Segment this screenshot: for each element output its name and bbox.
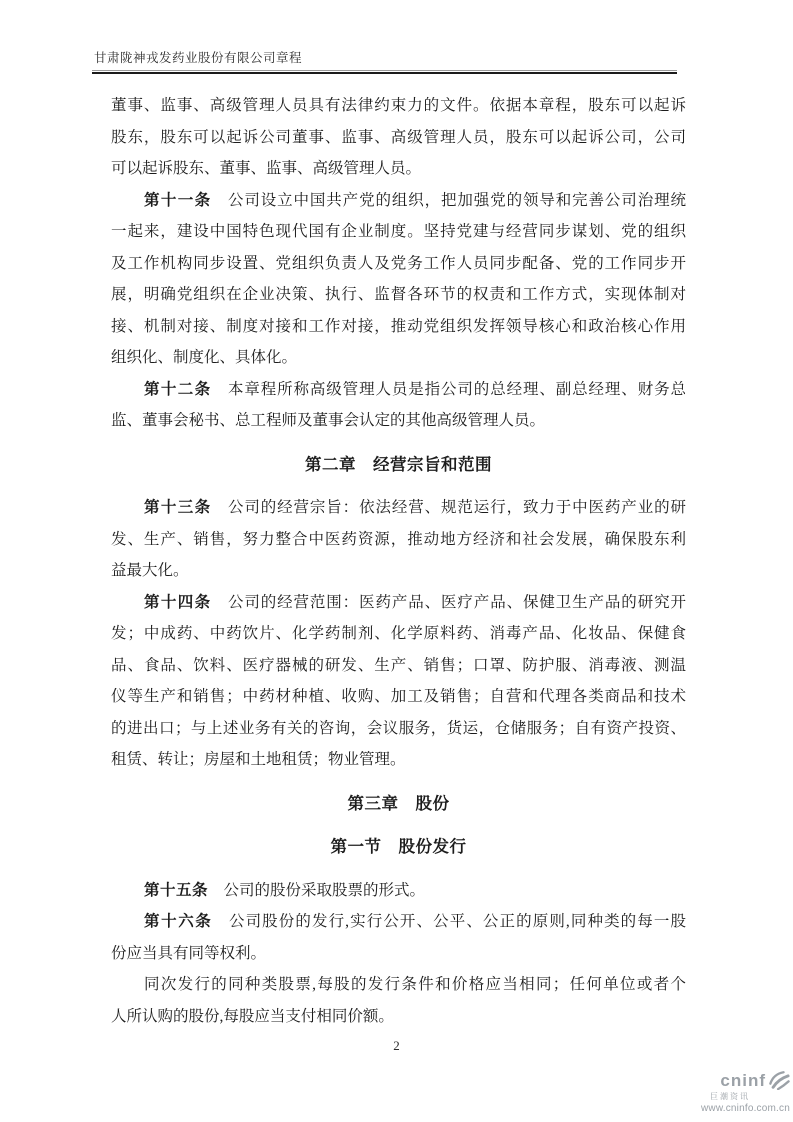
article-number: 第十四条 [144,593,212,611]
chapter-heading: 第二章 经营宗旨和范围 [305,454,492,474]
cninfo-logo [701,1070,790,1114]
text-line: 同次发行的同种类股票,每股的发行条件和价格应当相同；任何单位或者个 [144,976,686,993]
text-line: 份应当具有同等权利。 [111,944,267,962]
cninfo-chinese-name: 巨潮资讯 [710,1092,750,1101]
text-line: 品、食品、饮料、医疗器械的研发、生产、销售；口罩、防护服、消毒液、测温 [111,656,686,674]
cninfo-brand-text: cninf [720,1070,766,1090]
article-number: 第十二条 [144,380,212,398]
cninfo-url-text: www.cninfo.com.cn [701,1103,790,1114]
cninfo-swirl-icon [768,1070,790,1090]
paragraph [111,587,686,776]
paragraph [111,875,686,907]
page-number: 2 [393,1038,400,1053]
text-line: 第十四条 公司的经营范围：医药产品、医疗产品、保健卫生产品的研究开 [144,593,686,611]
article-number: 第十五条 [144,881,209,899]
text-line: 的进出口；与上述业务有关的咨询，会议服务，货运，仓储服务；自有资产投资、 [111,719,686,737]
text-line: 租赁、转让；房屋和土地租赁；物业管理。 [111,751,406,768]
paragraph [111,906,686,969]
header-rule [92,70,677,74]
text-line: 一起来，建设中国特色现代国有企业制度。坚持党建与经营同步谋划、党的组织 [111,223,686,240]
header-title: 甘肃陇神戎发药业股份有限公司章程 [94,51,303,65]
text-line: 仪等生产和销售；中药材种植、收购、加工及销售；自营和代理各类商品和技术 [111,688,686,705]
text-line: 发、生产、销售，努力整合中医药资源，推动地方经济和社会发展，确保股东利 [111,530,686,548]
text-line: 第十二条 本章程所称高级管理人员是指公司的总经理、副总经理、财务总 [144,380,686,398]
text-line: 人所认购的股份,每股应当支付相同价额。 [111,1007,394,1025]
article-number: 第十三条 [144,499,212,516]
text-line: 股东，股东可以起诉公司董事、监事、高级管理人员，股东可以起诉公司，公司 [111,128,686,146]
paragraph [111,374,686,437]
article-number: 第十一条 [144,191,212,209]
text-line: 及工作机构同步设置、党组织负责人及党务工作人员同步配备、党的工作同步开 [111,254,686,272]
text-line: 监、董事会秘书、总工程师及董事会认定的其他高级管理人员。 [111,412,546,429]
text-line: 组织化、制度化、具体化。 [111,349,298,366]
paragraph [111,492,686,587]
text-line: 董事、监事、高级管理人员具有法律约束力的文件。依据本章程，股东可以起诉 [111,97,686,114]
text-line: 接、机制对接、制度对接和工作对接，推动党组织发挥领导核心和政治核心作用 [111,317,686,335]
paragraph [111,969,686,1032]
chapter-heading: 第三章 股份 [347,793,450,813]
text-line: 第十六条 公司股份的发行,实行公开、公平、公正的原则,同种类的每一股 [144,913,686,930]
text-line: 第十三条 公司的经营宗旨：依法经营、规范运行，致力于中医药产业的研 [144,499,686,516]
article-number: 第十六条 [144,913,213,930]
section-heading: 第一节 股份发行 [330,837,467,856]
paragraph [111,90,686,185]
document-body [111,90,686,1032]
text-line: 发；中成药、中药饮片、化学药制剂、化学原料药、消毒产品、化妆品、保健食 [111,625,686,642]
paragraph [111,185,686,374]
text-line: 第十一条 公司设立中国共产党的组织，把加强党的领导和完善公司治理统 [144,191,686,209]
text-line: 益最大化。 [111,562,189,579]
text-line: 第十五条 公司的股份采取股票的形式。 [144,881,426,899]
cninfo-logo-row [701,1070,790,1090]
text-line: 可以起诉股东、董事、监事、高级管理人员。 [111,160,422,177]
running-header [92,48,677,74]
text-line: 展，明确党组织在企业决策、执行、监督各环节的权责和工作方式，实现体制对 [111,286,686,303]
